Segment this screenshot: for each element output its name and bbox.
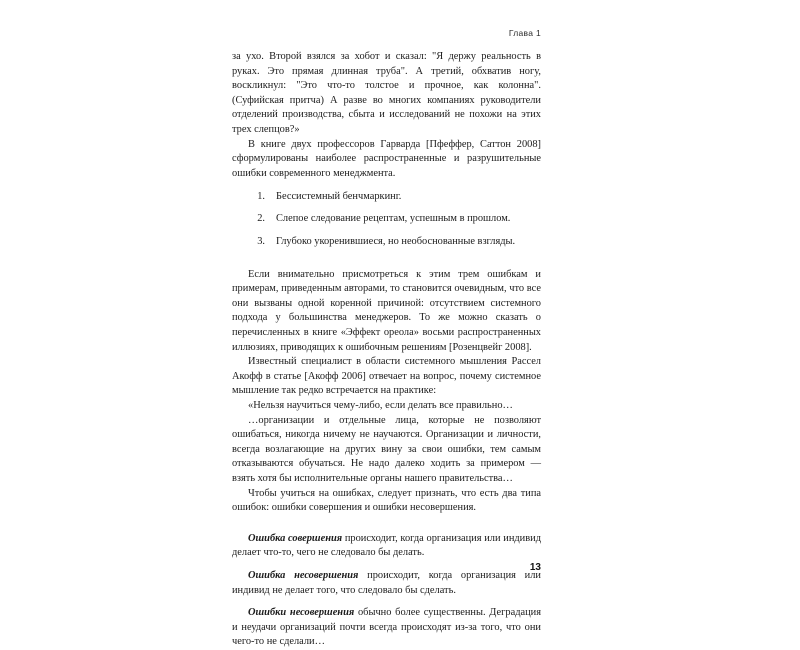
- list-item: [232, 212, 541, 227]
- list-item-number: 1.: [257, 191, 265, 203]
- definition-error-of-commission: [232, 532, 541, 561]
- definition-term: Ошибка совершения: [248, 532, 343, 544]
- paragraph-root-cause: Если внимательно присмотреться к этим трем ошибкам и примерам, приведенным авторами, то становится очевидным, что все они вызваны одной коренной причиной: отсутствием системного подхода у большинства менеджеров. То же можно сказать о перечисленных в книге «Эффект ореола» восьми распространенных иллюзиях, приводящих к ошибочным решениям [Розенцвейг 2008].: [232, 268, 541, 353]
- paragraph-ackoff-intro: Известный специалист в области системного мышления Рассел Акофф в статье [Акофф 2006] отвечает на вопрос, почему системное мышление так редко встречается на практике:: [232, 356, 541, 397]
- running-head: Глава 1: [508, 28, 541, 38]
- list-item: [232, 235, 541, 250]
- list-item: [232, 190, 541, 205]
- spacer: [232, 516, 541, 524]
- definition-text: происходит, когда организация или индивид делает что-то, чего не следовало бы делать.: [232, 532, 541, 559]
- page-number: 13: [529, 562, 541, 573]
- management-mistakes-list: [232, 190, 541, 249]
- definition-omission-significance: [232, 606, 541, 650]
- list-item-label: Глубоко укоренившиеся, но необоснованные взгляды.: [276, 235, 516, 247]
- text-column: [232, 50, 541, 650]
- definition-term: Ошибки несовершения: [248, 607, 355, 619]
- list-item-label: Бессистемный бенчмаркинг.: [276, 191, 402, 203]
- list-item-number: 2.: [257, 213, 265, 225]
- definition-text: происходит, когда организация или индивид не делает того, что следовало бы сделать.: [232, 569, 541, 596]
- definition-error-of-omission: [232, 569, 541, 598]
- definition-term: Ошибка несовершения: [248, 569, 359, 581]
- list-item-number: 3.: [257, 235, 265, 247]
- paragraph-harvard-professors: В книге двух профессоров Гарварда [Пфеффер, Саттон 2008] сформулированы наиболее распространенные и разрушительные ошибки современного менеджмента.: [232, 138, 541, 179]
- list-item-label: Слепое следование рецептам, успешным в прошлом.: [276, 213, 511, 225]
- paragraph-continuation: за ухо. Второй взялся за хобот и сказал: "Я держу реальность в руках. Это прямая длинная труба". А третий, обхватив ногу, воскликнул: "Это что-то толстое и прочное, как колонна". (Суфийская притча) А разве во многих компаниях руководители отделений производства, сбыта и исследований не похожи на этих трех слепцов?»: [232, 51, 541, 135]
- paragraph-quote-body: …организации и отдельные лица, которые не позволяют ошибаться, никогда ничему не научаются. Организации и личности, всегда возлагающие на других вину за свои ошибки, тем самым отказываются обучаться. Не надо далеко ходить за примером — взять хотя бы исполнительные органы нашего правительства…: [232, 414, 541, 484]
- definition-text: обычно более существенны. Деградация и неудачи организаций почти всегда происходят из-за того, что они чего-то не сделали…: [232, 607, 541, 648]
- spacer: [232, 257, 541, 268]
- paragraph-two-error-types: Чтобы учиться на ошибках, следует признать, что есть два типа ошибок: ошибки совершения и ошибки несовершения.: [232, 487, 541, 514]
- paragraph-quote-opening: «Нельзя научиться чему-либо, если делать все правильно…: [248, 399, 513, 411]
